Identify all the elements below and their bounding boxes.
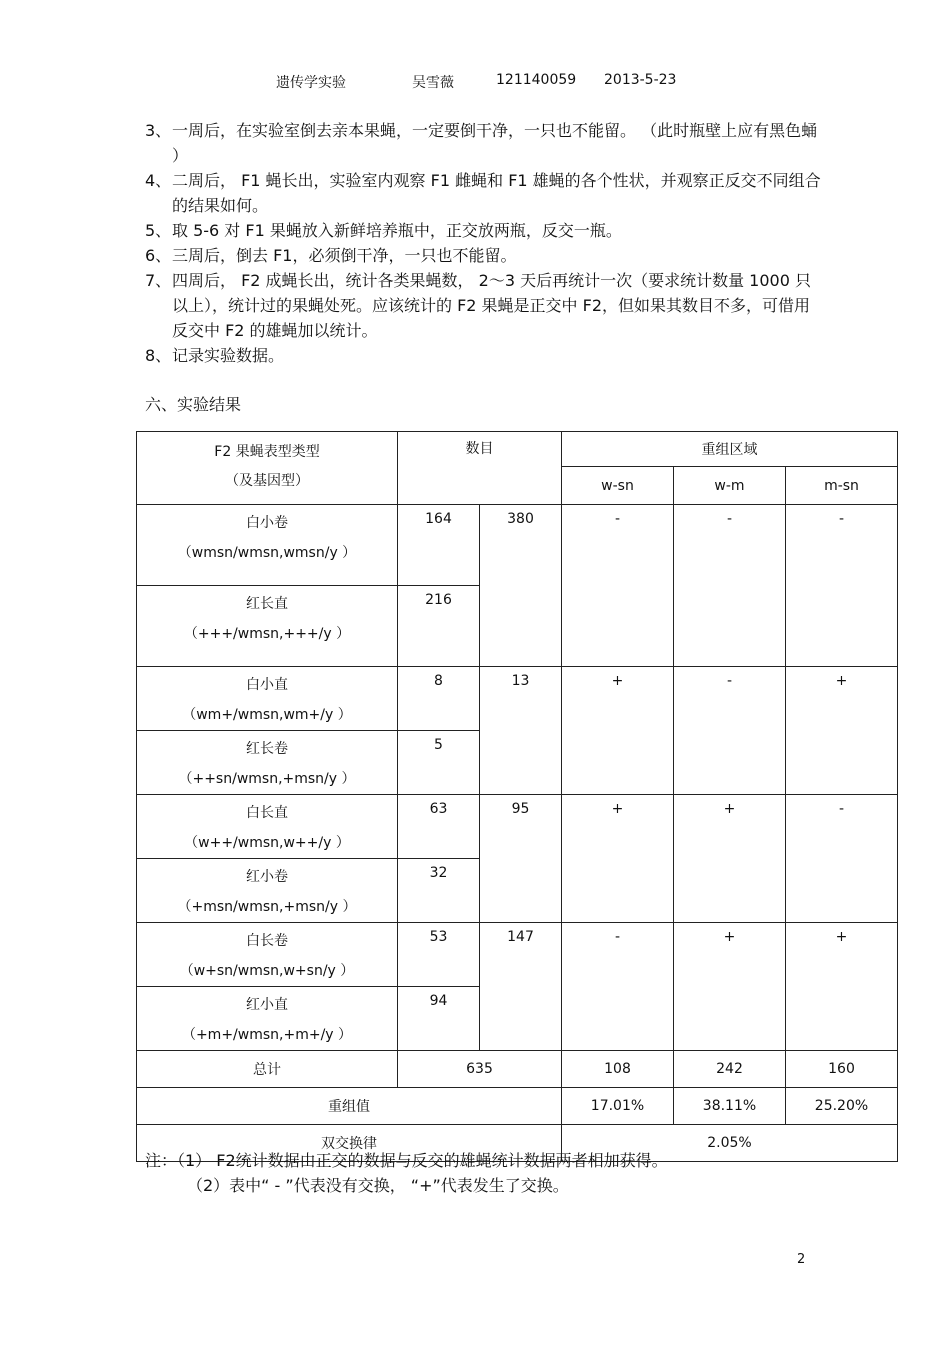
table-row: 红长卷 （++sn/wmsn,+msn/y ） 5	[137, 731, 898, 795]
header-region: 重组区域	[562, 432, 898, 467]
region-m-sn: m-sn	[786, 467, 898, 505]
header-count: 数目	[398, 432, 562, 505]
table-row: 红小卷 （+msn/wmsn,+msn/y ） 32	[137, 859, 898, 923]
step-item: 3、 一周后，在实验室倒去亲本果蝇，一定要倒干净，一只也不能留。 （此时瓶壁上应有黑色蛹 ）	[145, 121, 818, 165]
step-item: 8、 记录实验数据。	[145, 346, 285, 365]
mark: -	[562, 505, 674, 667]
mark: +	[562, 667, 674, 795]
region-w-m: w-m	[674, 467, 786, 505]
table-row: 红长直 （+++/wmsn,+++/y ） 216	[137, 586, 898, 667]
mark: -	[562, 923, 674, 1051]
table-row: 白长卷 （w+sn/wmsn,w+sn/y ） 53 147 - + +	[137, 923, 898, 987]
mark: +	[786, 667, 898, 795]
mark: +	[562, 795, 674, 923]
table-row: 白小直 （wm+/wmsn,wm+/y ） 8 13 + - +	[137, 667, 898, 731]
step-item: 5、 取 5-6 对 F1 果蝇放入新鲜培养瓶中，正交放两瓶，反交一瓶。	[145, 221, 622, 240]
mark: +	[786, 923, 898, 1051]
step-item: 4、 二周后， F1 蝇长出，实验室内观察 F1 雌蝇和 F1 雄蝇的各个性状，并观察正反交不同组合的结果如何。	[145, 171, 821, 215]
mark: -	[786, 795, 898, 923]
procedure-steps	[145, 118, 825, 368]
mark: -	[674, 667, 786, 795]
header-name: 吴雪薇	[412, 75, 454, 91]
subtotal: 380	[480, 505, 562, 667]
header-id: 121140059	[496, 72, 577, 88]
region-w-sn: w-sn	[562, 467, 674, 505]
total-row: 总计 635 108 242 160	[137, 1051, 898, 1088]
subtotal: 147	[480, 923, 562, 1051]
recomb-row: 重组值 17.01% 38.11% 25.20%	[137, 1088, 898, 1125]
mark: -	[786, 505, 898, 667]
section-title: 六、实验结果	[145, 395, 242, 414]
subtotal: 13	[480, 667, 562, 795]
step-item: 7、 四周后， F2 成蝇长出，统计各类果蝇数， 2～3 天后再统计一次（要求统计数量 1000 只以上），统计过的果蝇处死。应该统计的 F2 果蝇是正交中 F2，但如果其数目不多，可借用反交中 F2 的雄蝇加以统计。	[145, 271, 811, 340]
note-1: 注：（1） F2统计数据由正交的数据与反交的雄蝇统计数据两者相加获得。	[145, 1151, 668, 1170]
table-row: 白长直 （w++/wmsn,w++/y ） 63 95 + + -	[137, 795, 898, 859]
table-row: 白小卷 （wmsn/wmsn,wmsn/y ） 164 380 - - -	[137, 505, 898, 586]
mark: +	[674, 795, 786, 923]
table-notes	[145, 1148, 668, 1198]
subtotal: 95	[480, 795, 562, 923]
double-crossover-row: 双交换律 2.05%	[137, 1125, 898, 1162]
header-type: F2 果蝇表型类型 （及基因型）	[137, 432, 398, 505]
header-course: 遗传学实验	[276, 75, 346, 91]
mark: -	[674, 505, 786, 667]
step-item: 6、 三周后，倒去 F1，必须倒干净，一只也不能留。	[145, 246, 517, 265]
table-row: 红小直 （+m+/wmsn,+m+/y ） 94	[137, 987, 898, 1051]
page-number: 2	[797, 1252, 806, 1267]
results-table	[136, 431, 898, 1162]
note-2: （2）表中“ - ”代表没有交换， “+”代表发生了交换。	[187, 1176, 569, 1195]
mark: +	[674, 923, 786, 1051]
header-date: 2013-5-23	[604, 72, 677, 88]
